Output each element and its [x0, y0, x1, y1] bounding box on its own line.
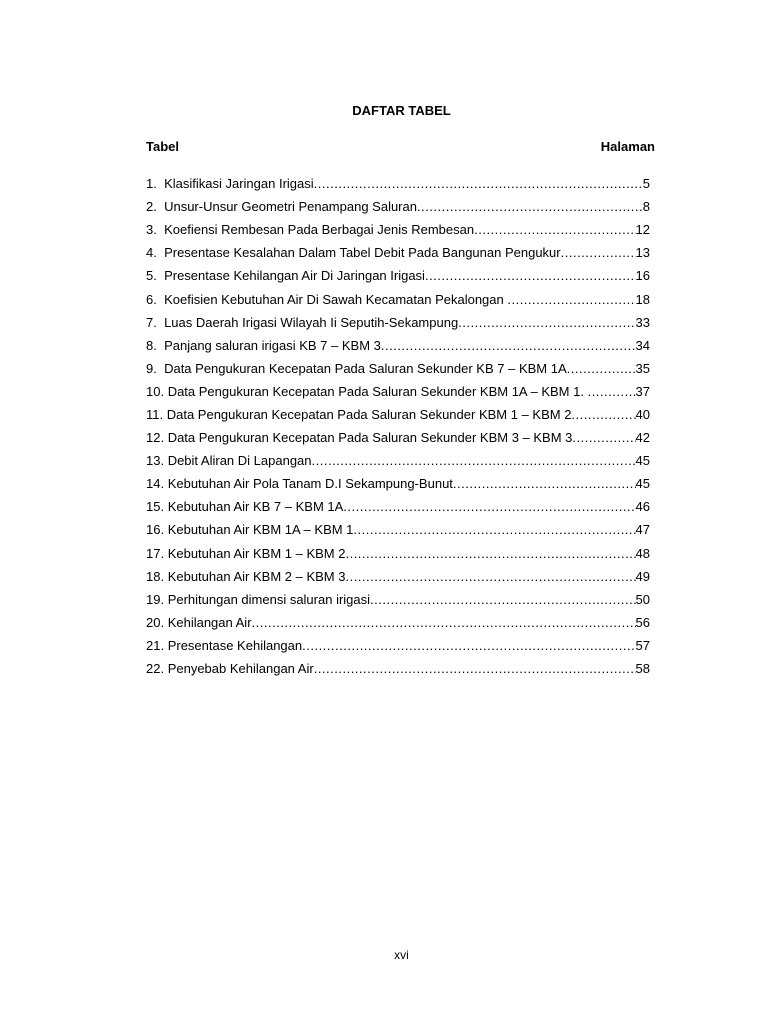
toc-entry-title: Kebutuhan Air KBM 2 – KBM 3	[167, 568, 346, 584]
toc-entry	[146, 403, 650, 426]
toc-entry-page: 34	[635, 337, 650, 353]
toc-entry-title: Klasifikasi Jaringan Irigasi	[164, 176, 314, 192]
toc-entry-number: 9.	[146, 360, 165, 376]
toc-entry-page: 18	[635, 291, 650, 307]
toc-entry-page: 12	[635, 222, 650, 238]
toc-entry-number: 3.	[146, 222, 165, 238]
toc-entry-number: 4.	[146, 245, 165, 261]
toc-entry-page: 33	[635, 314, 650, 330]
toc-entry-page: 42	[635, 430, 650, 446]
toc-dot-leader	[561, 246, 636, 259]
toc-entry-number: 14.	[146, 476, 168, 492]
toc-dot-leader	[312, 454, 636, 467]
toc-entry-number: 18.	[146, 568, 168, 584]
toc-dot-leader	[571, 408, 635, 421]
toc-dot-leader	[453, 477, 636, 490]
toc-entry-number: 17.	[146, 545, 168, 561]
toc-entry-page: 45	[635, 453, 650, 469]
column-header-table: Tabel	[146, 139, 179, 154]
toc-dot-leader	[345, 570, 635, 583]
toc-entry	[146, 449, 650, 472]
toc-entry-number: 11.	[146, 406, 167, 422]
toc-entry	[146, 495, 650, 518]
toc-entry	[146, 172, 650, 195]
toc-entry-page: 57	[635, 637, 650, 653]
toc-dot-leader	[588, 385, 636, 398]
toc-entry	[146, 518, 650, 541]
toc-entry-page: 48	[635, 545, 650, 561]
toc-entry	[146, 311, 650, 334]
toc-dot-leader	[353, 523, 635, 536]
toc-entry-number: 13.	[146, 453, 168, 469]
toc-entry-page: 8	[642, 199, 650, 215]
toc-dot-leader	[370, 593, 636, 606]
toc-dot-leader	[572, 431, 635, 444]
toc-entry-number: 16.	[146, 522, 168, 538]
toc-entry-title: Presentase Kehilangan	[167, 637, 303, 653]
toc-entry-page: 46	[635, 499, 650, 515]
toc-entry-number: 20.	[146, 614, 168, 630]
toc-entry-title: Kebutuhan Air KBM 1 – KBM 2	[167, 545, 346, 561]
toc-entry-number: 5.	[146, 268, 165, 284]
toc-entry-page: 16	[635, 268, 650, 284]
toc-entry-page: 49	[635, 568, 650, 584]
toc-entry	[146, 380, 650, 403]
toc-entry-title: Data Pengukuran Kecepatan Pada Saluran Sekunder KB 7 – KBM 1A	[164, 360, 567, 376]
toc-dot-leader	[567, 362, 636, 375]
toc-dot-leader	[507, 293, 635, 306]
toc-dot-leader	[345, 547, 635, 560]
toc-entry-title: Presentase Kesalahan Dalam Tabel Debit Pada Bangunan Pengukur	[164, 245, 561, 261]
page-number: xvi	[394, 948, 409, 962]
toc-entry-number: 1.	[146, 176, 165, 192]
toc-entry-title: Kehilangan Air	[167, 614, 252, 630]
toc-entry-number: 10.	[146, 383, 168, 399]
toc-entry-title: Debit Aliran Di Lapangan	[167, 453, 312, 469]
toc-entry	[146, 195, 650, 218]
toc-entry	[146, 357, 650, 380]
toc-entry	[146, 565, 650, 588]
toc-entry	[146, 657, 650, 680]
toc-entry	[146, 588, 650, 611]
toc-entry-title: Data Pengukuran Kecepatan Pada Saluran Sekunder KBM 1 – KBM 2	[166, 406, 572, 422]
toc-dot-leader	[417, 200, 643, 213]
toc-entry	[146, 634, 650, 657]
toc-entry-page: 56	[635, 614, 650, 630]
toc-entry-number: 7.	[146, 314, 165, 330]
toc-dot-leader	[314, 177, 643, 190]
toc-entry	[146, 264, 650, 287]
toc-entry-page: 35	[635, 360, 650, 376]
toc-entry-page: 45	[635, 476, 650, 492]
toc-entry-title: Unsur-Unsur Geometri Penampang Saluran	[164, 199, 417, 215]
toc-dot-leader	[302, 639, 635, 652]
toc-entry-title: Data Pengukuran Kecepatan Pada Saluran Sekunder KBM 1A – KBM 1.	[167, 383, 588, 399]
toc-entry-page: 47	[635, 522, 650, 538]
toc-entry-title: Panjang saluran irigasi KB 7 – KBM 3	[164, 337, 381, 353]
toc-entry-title: Kebutuhan Air KBM 1A – KBM 1	[167, 522, 354, 538]
toc-entry	[146, 472, 650, 495]
toc-entry-number: 6.	[146, 291, 165, 307]
toc-entry-number: 15.	[146, 499, 168, 515]
page-title: DAFTAR TABEL	[352, 103, 451, 118]
toc-entry-title: Penyebab Kehilangan Air	[167, 661, 314, 677]
toc-entry-title: Koefisien Kebutuhan Air Di Sawah Kecamatan Pekalongan	[164, 291, 508, 307]
toc-entry-title: Luas Daerah Irigasi Wilayah Ii Seputih-Sekampung	[164, 314, 459, 330]
toc-entry	[146, 334, 650, 357]
toc-entry-page: 5	[642, 176, 650, 192]
toc-entry-number: 2.	[146, 199, 165, 215]
toc-entry-title: Perhitungan dimensi saluran irigasi	[167, 591, 371, 607]
toc-entry-page: 13	[635, 245, 650, 261]
toc-entry-number: 22.	[146, 661, 168, 677]
toc-entry	[146, 542, 650, 565]
toc-entry-page: 37	[635, 383, 650, 399]
toc-entry-number: 19.	[146, 591, 168, 607]
toc-entry-title: Kebutuhan Air Pola Tanam D.I Sekampung-Bunut	[167, 476, 453, 492]
table-of-contents-list	[146, 172, 650, 680]
toc-entry-title: Data Pengukuran Kecepatan Pada Saluran Sekunder KBM 3 – KBM 3	[167, 430, 573, 446]
toc-entry-title: Presentase Kehilangan Air Di Jaringan Irigasi	[164, 268, 425, 284]
toc-entry-title: Koefiensi Rembesan Pada Berbagai Jenis Rembesan	[164, 222, 475, 238]
toc-entry-page: 40	[635, 406, 650, 422]
toc-entry	[146, 218, 650, 241]
toc-dot-leader	[458, 316, 635, 329]
toc-dot-leader	[425, 269, 636, 282]
column-header-page: Halaman	[600, 139, 655, 154]
toc-entry-title: Kebutuhan Air KB 7 – KBM 1A	[167, 499, 344, 515]
toc-entry	[146, 611, 650, 634]
toc-entry	[146, 426, 650, 449]
toc-dot-leader	[474, 223, 635, 236]
toc-dot-leader	[252, 616, 636, 629]
toc-dot-leader	[314, 662, 636, 675]
toc-entry-number: 8.	[146, 337, 165, 353]
toc-dot-leader	[343, 500, 635, 513]
toc-dot-leader	[381, 339, 636, 352]
toc-entry-page: 58	[635, 661, 650, 677]
toc-entry-page: 50	[635, 591, 650, 607]
toc-entry-number: 12.	[146, 430, 168, 446]
toc-entry	[146, 287, 650, 310]
toc-entry-number: 21.	[146, 637, 168, 653]
toc-entry	[146, 241, 650, 264]
